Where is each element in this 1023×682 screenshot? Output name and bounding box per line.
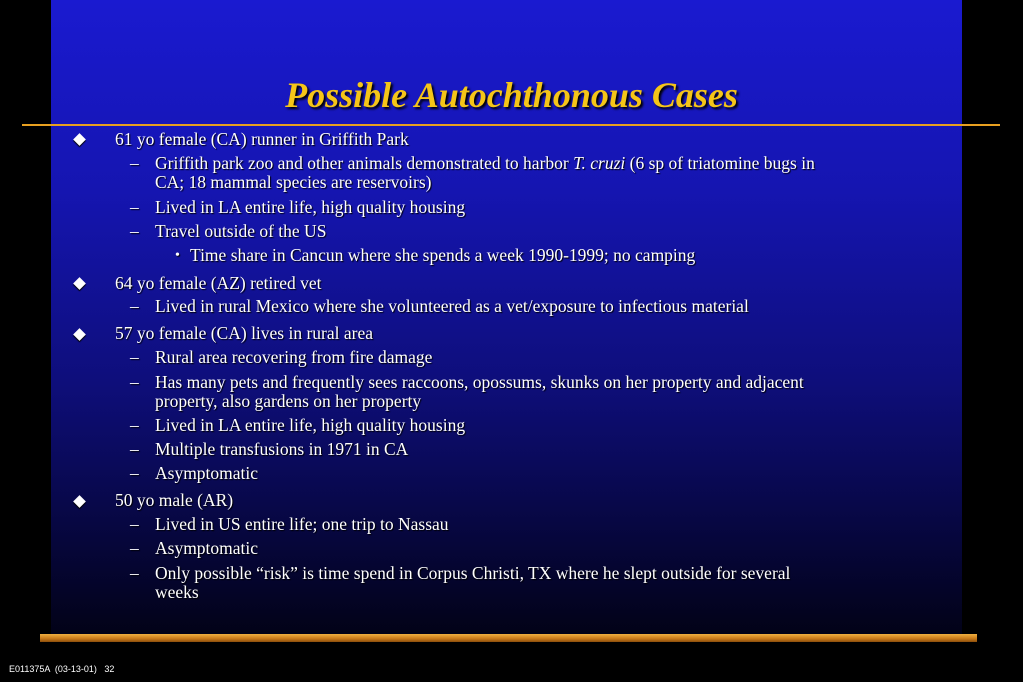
case-detail: Asymptomatic (155, 538, 259, 558)
case-detail: Lived in US entire life; one trip to Nassau (155, 514, 449, 534)
detail-text: (6 sp of triatomine bugs in (625, 153, 815, 173)
case-heading: 50 yo male (AR) (115, 490, 234, 510)
bottom-divider (40, 634, 977, 642)
case-detail: Lived in rural Mexico where she volunteered as a vet/exposure to infectious material (155, 296, 749, 316)
dash-marker: – (130, 538, 139, 558)
dash-marker: – (130, 439, 139, 459)
dash-marker: – (130, 347, 139, 367)
case-detail: Asymptomatic (155, 463, 259, 483)
case-subdetail: Time share in Cancun where she spends a week 1990-1999; no camping (190, 245, 696, 265)
dash-marker: – (130, 197, 139, 217)
case-detail: Only possible “risk” is time spend in Corpus Christi, TX where he slept outside for several (155, 563, 791, 583)
detail-text: Griffith park zoo and other animals demonstrated to harbor (155, 153, 574, 173)
case-heading: 61 yo female (CA) runner in Griffith Park (115, 129, 409, 149)
dash-marker: – (130, 153, 139, 173)
dash-marker: – (130, 463, 139, 483)
case-detail: Rural area recovering from fire damage (155, 347, 433, 367)
dash-marker: – (130, 221, 139, 241)
slide-title: Possible Autochthonous Cases (285, 75, 738, 115)
case-detail: Lived in LA entire life, high quality housing (155, 197, 466, 217)
case-heading: 57 yo female (CA) lives in rural area (115, 323, 374, 343)
slide-footer: E011375A (03-13-01) 32 (9, 664, 115, 674)
case-heading: 64 yo female (AZ) retired vet (115, 273, 322, 293)
dash-marker: – (130, 514, 139, 534)
case-detail: Travel outside of the US (155, 221, 327, 241)
case-detail-continued: weeks (155, 582, 199, 602)
species-name: T. cruzi (573, 153, 626, 173)
case-detail-continued: CA; 18 mammal species are reservoirs) (155, 172, 432, 192)
case-detail (155, 154, 815, 173)
dash-marker: – (130, 372, 139, 392)
dot-marker: • (175, 248, 180, 263)
case-detail-continued: property, also gardens on her property (155, 391, 422, 411)
case-detail: Has many pets and frequently sees raccoons, opossums, skunks on her property and adjacent (155, 372, 804, 392)
title-divider (22, 124, 1000, 126)
case-detail: Multiple transfusions in 1971 in CA (155, 439, 409, 459)
dash-marker: – (130, 415, 139, 435)
case-detail: Lived in LA entire life, high quality housing (155, 415, 466, 435)
dash-marker: – (130, 563, 139, 583)
dash-marker: – (130, 296, 139, 316)
